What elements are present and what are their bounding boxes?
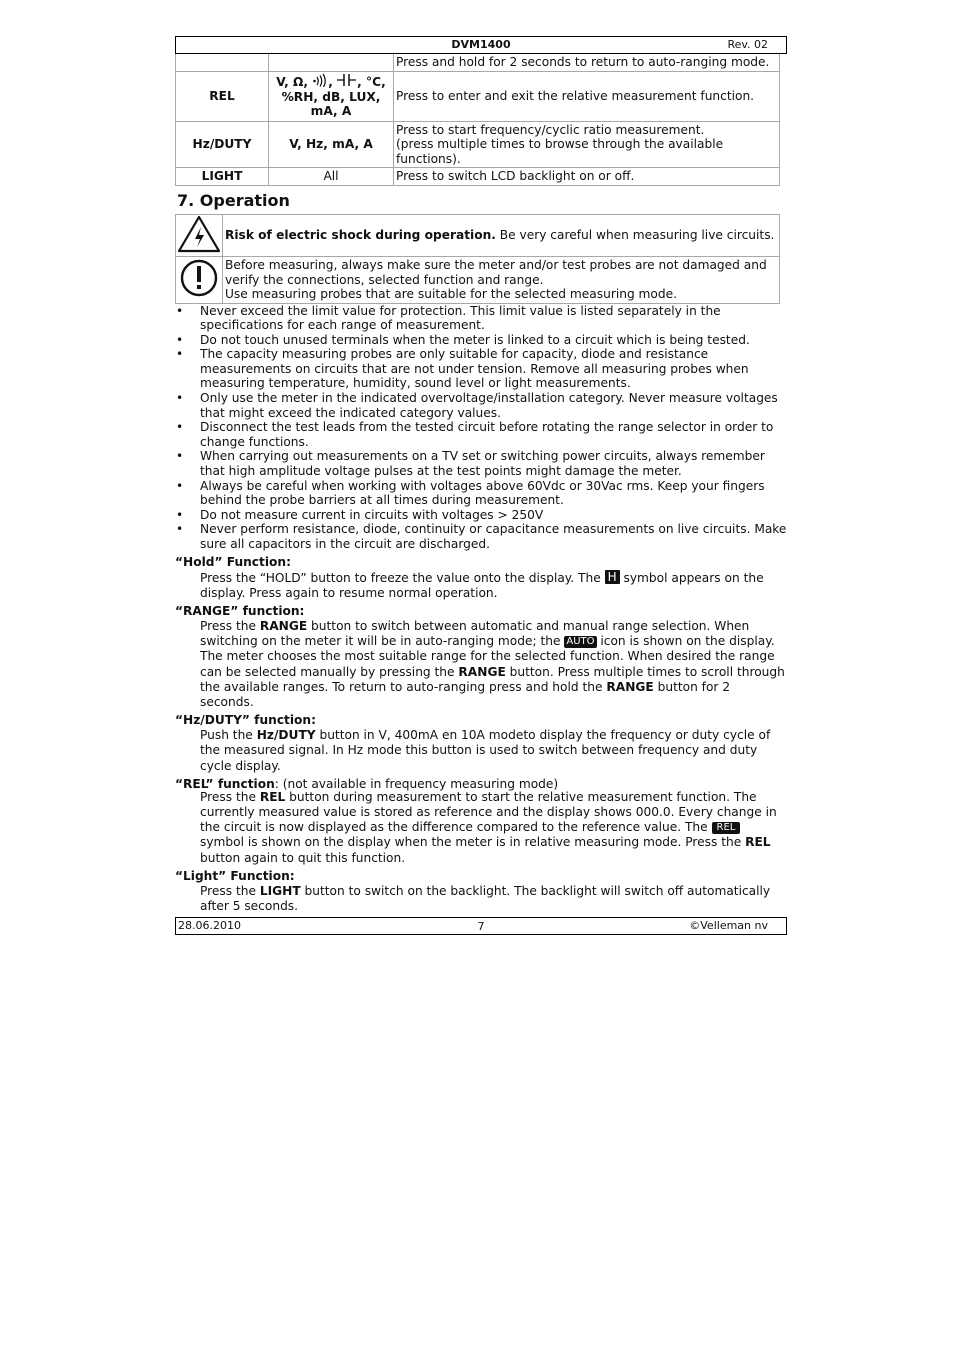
warning-bold-text: Risk of electric shock during operation. — [225, 228, 496, 242]
button-function-table — [175, 53, 780, 186]
list-item: • Disconnect the test leads from the tested circuit before rotating the range selector in order to change functions. — [175, 420, 787, 449]
manual-page — [175, 36, 787, 935]
page-number: 7 — [477, 920, 485, 934]
table-cell: REL — [176, 71, 269, 121]
section-title: 7. Operation — [177, 190, 290, 210]
desc-line: (press multiple times to browse through the available functions). — [396, 137, 724, 166]
hold-body: Press the “HOLD” button to freeze the value onto the display. The H symbol appears on the display. Press again to resume normal operation. — [200, 569, 764, 600]
rel-lcd-icon: REL — [712, 822, 741, 834]
table-row — [176, 214, 780, 257]
light-body: Press the LIGHT button to switch on the backlight. The backlight will switch off automatically after 5 seconds. — [200, 883, 771, 914]
safety-warnings — [175, 214, 780, 304]
list-item: • Never exceed the limit value for protection. This limit value is listed separately in the specifications for each range of measurement. — [175, 304, 787, 333]
table-cell: Press to switch LCD backlight on or off. — [394, 168, 780, 186]
table-row — [176, 257, 780, 304]
range-heading: “RANGE” function: — [175, 604, 305, 618]
list-item: • Do not touch unused terminals when the meter is linked to a circuit which is being tested. — [175, 333, 787, 348]
table-cell: Press and hold for 2 seconds to return to auto-ranging mode. — [394, 54, 780, 72]
auto-lcd-icon: AUTO — [566, 636, 595, 648]
table-cell — [394, 121, 780, 168]
list-item: • Only use the meter in the indicated overvoltage/installation category. Never measure voltages that might exceed the indicated category values. — [175, 391, 787, 420]
header-revision: Rev. 02 — [727, 38, 768, 51]
range-body: Press the RANGE button to switch between automatic and manual range selection. When switching on the meter it will be in auto-ranging mode; the AUTO icon is shown on the display. The meter chooses the most suitable range for the selected function. When desired the range can be selected manually by pressing the RANGE button. Press multiple times to scroll through the available ranges. To return to auto-ranging press and hold the RANGE button for 2 seconds. — [200, 619, 785, 710]
page-footer — [175, 917, 787, 935]
hold-lcd-icon: H — [605, 570, 620, 584]
footer-date: 28.06.2010 — [178, 919, 241, 933]
capacitor-icon — [337, 73, 357, 87]
table-cell: V, Hz, mA, A — [269, 121, 394, 168]
fn-text: , — [328, 75, 333, 90]
list-item: • Do not measure current in circuits with voltages > 250V — [175, 508, 787, 523]
header-title: DVM1400 — [451, 38, 511, 51]
caution-icon — [179, 258, 219, 298]
hold-heading: “Hold” Function: — [175, 554, 291, 569]
warning-text: Be very careful when measuring live circuits. — [495, 228, 775, 242]
list-item: • Never perform resistance, diode, continuity or capacitance measurements on live circuits. Make sure all capacitors in the circuit are discharged. — [175, 522, 787, 551]
table-row — [176, 71, 780, 121]
page-header — [175, 36, 787, 54]
rel-heading: “REL” function: (not available in frequency measuring mode) — [175, 776, 559, 791]
hzduty-heading: “Hz/DUTY” function: — [175, 713, 316, 728]
table-cell: All — [269, 168, 394, 186]
table-row — [176, 121, 780, 168]
table-row — [176, 54, 780, 72]
caution-text: Use measuring probes that are suitable for the selected measuring mode. — [225, 287, 677, 301]
table-row — [176, 168, 780, 186]
list-item: • The capacity measuring probes are only suitable for capacity, diode and resistance measurements on circuits that are not under tension. Remove all measuring probes when measuring temperature, humidity, sound level or light measurements. — [175, 347, 787, 391]
desc-line: Press to start frequency/cyclic ratio measurement. — [396, 122, 705, 137]
fn-text: %RH, dB, LUX, — [281, 89, 381, 104]
hzduty-body: Push the Hz/DUTY button in V, 400mA en 10A modeto display the frequency or duty cycle of the measured signal. In Hz mode this button is used to switch between frequency and duty cycle display. — [200, 728, 771, 773]
fn-text: V, Ω, — [276, 75, 309, 90]
list-item: • Always be careful when working with voltages above 60Vdc or 30Vac rms. Keep your fingers behind the probe barriers at all times during measurement. — [175, 479, 787, 508]
fn-text: , °C, — [357, 75, 386, 90]
table-cell: Press to enter and exit the relative measurement function. — [394, 71, 780, 121]
continuity-icon — [312, 73, 328, 87]
fn-text: mA, A — [310, 104, 352, 119]
caution-text: Before measuring, always make sure the meter and/or test probes are not damaged and verify the connections, selected function and range. — [225, 258, 767, 287]
electric-shock-warning-icon — [177, 215, 221, 253]
table-cell: Hz/DUTY — [176, 121, 269, 168]
list-item: • When carrying out measurements on a TV set or switching power circuits, always remember that high amplitude voltage pulses at the test points might damage the meter. — [175, 449, 787, 478]
light-heading: “Light” Function: — [175, 868, 295, 883]
table-cell — [269, 71, 394, 121]
rel-body: Press the REL button during measurement to start the relative measurement function. The currently measured value is stored as reference and the display shows 000.0. Every change in the circuit is now displayed as the difference compared to the reference value. The REL symbol is shown on the display when the meter is in relative measuring mode. Press the REL button again to quit this function. — [200, 789, 777, 865]
table-cell: LIGHT — [176, 168, 269, 186]
footer-copyright: ©Velleman nv — [689, 919, 768, 933]
safety-rules-list — [175, 304, 787, 552]
